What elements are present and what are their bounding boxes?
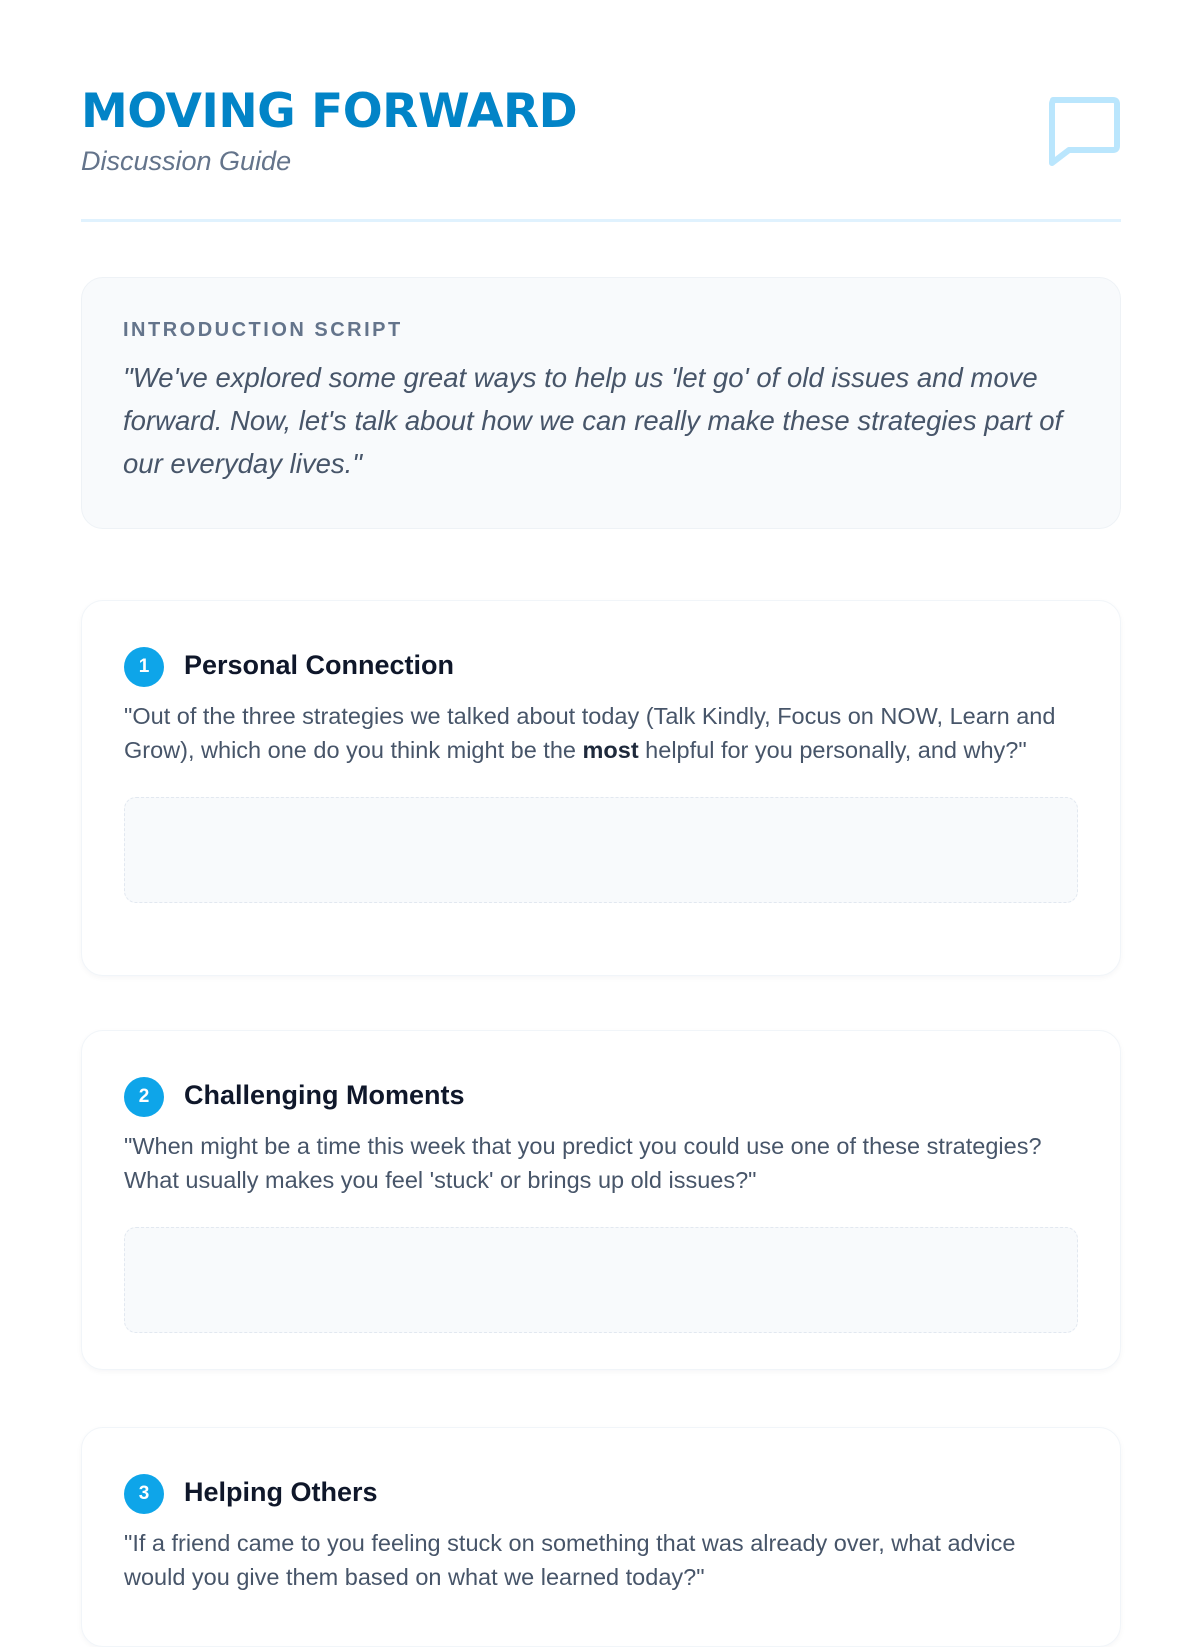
- question-card-challenging-moments: [81, 1030, 1121, 1370]
- question-text: "If a friend came to you feeling stuck on something that was already over, what advice would you give them based on what we learned today?": [124, 1530, 1016, 1590]
- answer-area[interactable]: [124, 1227, 1078, 1333]
- question-title: Challenging Moments: [184, 1080, 465, 1110]
- question-title: Personal Connection: [184, 650, 455, 680]
- page-subtitle: Discussion Guide: [81, 146, 292, 176]
- question-number-badge: 2: [124, 1077, 164, 1117]
- question-card-helping-others: [81, 1427, 1121, 1647]
- page-header: [81, 0, 1121, 222]
- introduction-quote: "We've explored some great ways to help us 'let go' of old issues and move forward. Now, let's talk about how we can really make these strategies part of our everyday lives.": [123, 362, 1063, 479]
- question-header: [124, 1472, 1078, 1512]
- question-header: [124, 1075, 1078, 1115]
- question-text: [124, 699, 1078, 767]
- chat-bubble-icon: [1045, 96, 1121, 168]
- introduction-label: INTRODUCTION SCRIPT: [123, 319, 403, 341]
- question-text-end: helpful for you personally, and why?": [638, 737, 1027, 763]
- question-header: [124, 645, 1078, 685]
- question-title: Helping Others: [184, 1477, 378, 1507]
- question-text-emphasis: most: [582, 737, 639, 763]
- discussion-guide-page: [81, 0, 1121, 1590]
- question-text: "When might be a time this week that you predict you could use one of these strategies? What usually makes you feel 'stuck' or brings up old issues?": [124, 1133, 1042, 1193]
- question-number-badge: 3: [124, 1474, 164, 1514]
- introduction-script-box: [81, 277, 1121, 529]
- question-card-personal-connection: [81, 600, 1121, 976]
- question-text-start: "Out of the three strategies we talked about today (Talk Kindly, Focus on NOW, Learn and Grow), which one do you think might be the: [124, 703, 1056, 763]
- answer-area[interactable]: [124, 797, 1078, 903]
- question-number-badge: 1: [124, 647, 164, 687]
- page-title: MOVING FORWARD: [81, 84, 578, 139]
